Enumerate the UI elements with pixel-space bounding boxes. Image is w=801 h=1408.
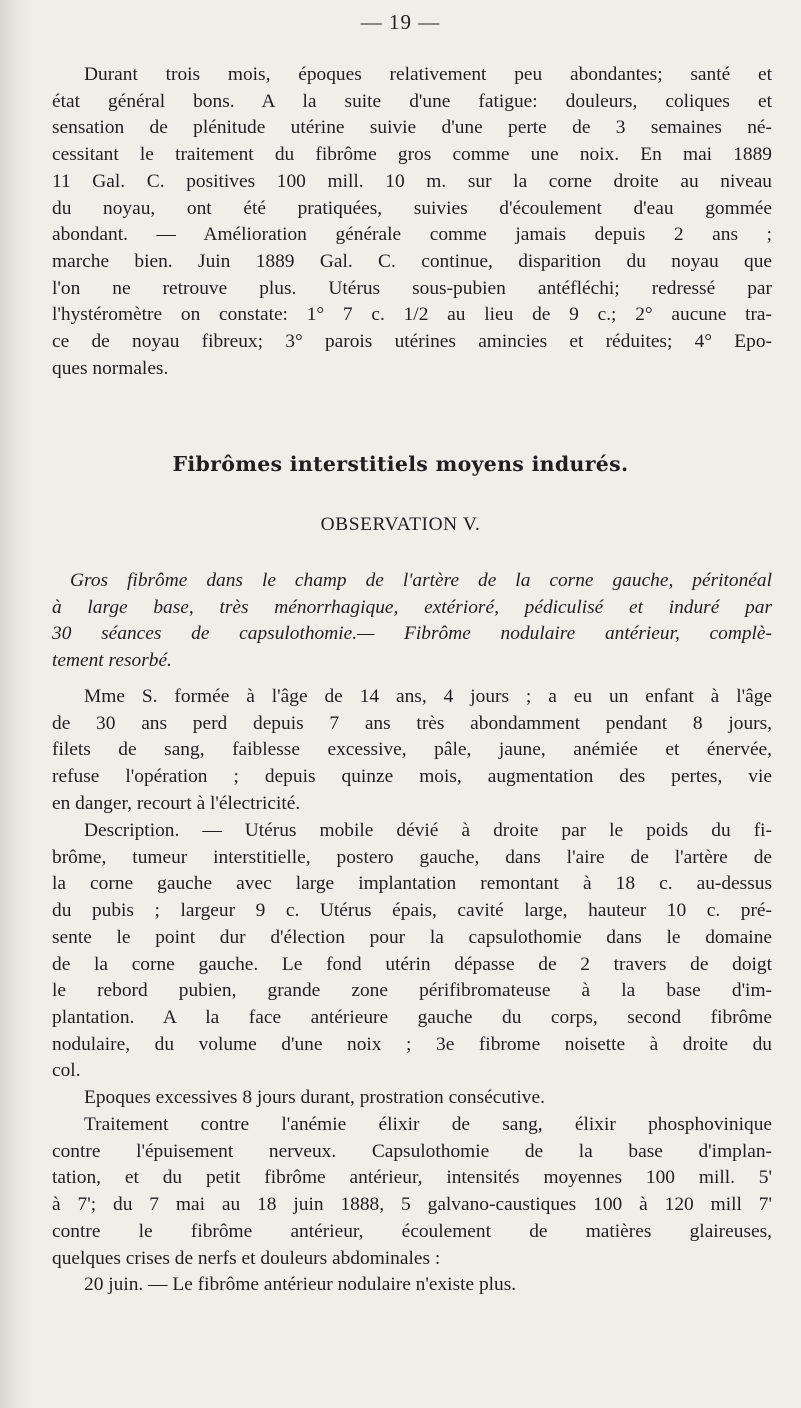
- text-line: de 30 ans perd depuis 7 ans très abondamment pendant 8 jours,: [52, 712, 772, 734]
- text-line: tement resorbé.: [52, 650, 172, 672]
- text-line: sente le point dur d'élection pour la capsulothomie dans le domaine: [52, 926, 772, 948]
- text-line: Mme S. formée à l'âge de 14 ans, 4 jours ; a eu un enfant à l'âge: [84, 686, 772, 707]
- text-line: Durant trois mois, époques relativement peu abondantes; santé et: [84, 64, 772, 85]
- text-line: à large base, très ménorrhagique, extérioré, pédiculisé et induré par: [52, 596, 772, 618]
- text-line: contre l'épuisement nerveux. Capsulothomie de la base d'implan-: [52, 1140, 772, 1162]
- paragraph-lines: [52, 1085, 772, 1112]
- paragraph-epoques: [52, 1085, 772, 1112]
- text-line: le rebord pubien, grande zone périfibromateuse à la base d'im-: [52, 980, 772, 1002]
- text-line: en danger, recourt à l'électricité.: [52, 792, 301, 814]
- text-line: quelques crises de nerfs et douleurs abdominales :: [52, 1247, 441, 1269]
- text-line: du noyau, ont été pratiquées, suivies d'écoulement d'eau gommée: [52, 197, 772, 219]
- text-line: 11 Gal. C. positives 100 mill. 10 m. sur la corne droite au niveau: [52, 170, 772, 192]
- page-edge-shadow: [0, 0, 34, 1408]
- text-line: cessitant le traitement du fibrôme gros comme une noix. En mai 1889: [52, 144, 772, 166]
- text-line: de la corne gauche. Le fond utérin dépasse de 2 travers de doigt: [52, 953, 772, 975]
- paragraph-patient-history: [52, 684, 772, 818]
- page-number: — 19 —: [360, 10, 441, 34]
- text-line: filets de sang, faiblesse excessive, pâle, jaune, anémiée et énervée,: [52, 739, 772, 761]
- text-line: 20 juin. — Le fibrôme antérieur nodulaire n'existe plus.: [84, 1274, 517, 1296]
- text-line: Epoques excessives 8 jours durant, prostration consécutive.: [84, 1087, 545, 1108]
- paragraph-lines: [52, 62, 772, 382]
- text-line: brôme, tumeur interstitielle, postero gauche, dans l'aire de l'artère de: [52, 846, 772, 868]
- text-line: plantation. A la face antérieure gauche du corps, second fibrôme: [52, 1006, 772, 1028]
- text-line: ce de noyau fibreux; 3° parois utérines amincies et réduites; 4° Epo-: [52, 331, 772, 353]
- paragraph-lines: [52, 684, 772, 818]
- text-line: état général bons. A la suite d'une fatigue: douleurs, coliques et: [52, 90, 772, 112]
- text-line: Traitement contre l'anémie élixir de sang, élixir phosphovinique: [84, 1114, 772, 1135]
- observation-title: OBSERVATION V.: [320, 514, 481, 535]
- paragraph-treatment: [52, 1112, 772, 1299]
- text-line: contre le fibrôme antérieur, écoulement de matières glaireuses,: [52, 1220, 772, 1242]
- text-line: marche bien. Juin 1889 Gal. C. continue, disparition du noyau que: [52, 250, 772, 272]
- text-line: ques normales.: [52, 357, 169, 379]
- text-line: nodulaire, du volume d'une noix ; 3e fibrome noisette à droite du: [52, 1033, 772, 1055]
- text-line: l'hystéromètre on constate: 1° 7 c. 1/2 au lieu de 9 c.; 2° aucune tra-: [52, 304, 772, 326]
- observation-summary: [52, 568, 772, 675]
- paragraph-intro: [52, 62, 772, 382]
- text-line: du pubis ; largeur 9 c. Utérus épais, cavité large, hauteur 10 c. pré-: [52, 900, 772, 922]
- text-line: refuse l'opération ; depuis quinze mois, augmentation des pertes, vie: [52, 766, 772, 788]
- paragraph-lines: [52, 568, 772, 675]
- paragraph-description: [52, 818, 772, 1085]
- paragraph-lines: [52, 818, 772, 1085]
- section-heading: Fibrômes interstitiels moyens indurés.: [172, 452, 629, 476]
- text-line: abondant. — Amélioration générale comme jamais depuis 2 ans ;: [52, 224, 772, 246]
- text-line: l'on ne retrouve plus. Utérus sous-pubien antéfléchi; redressé par: [52, 277, 772, 299]
- text-line: à 7'; du 7 mai au 18 juin 1888, 5 galvano-caustiques 100 à 120 mill 7': [52, 1194, 772, 1216]
- text-line: 30 séances de capsulothomie.— Fibrôme nodulaire antérieur, complè-: [52, 623, 772, 645]
- text-line: Description. — Utérus mobile dévié à droite par le poids du fi-: [84, 820, 772, 841]
- text-line: sensation de plénitude utérine suivie d'une perte de 3 semaines né-: [52, 117, 772, 139]
- text-line: col.: [52, 1060, 81, 1082]
- text-line: tation, et du petit fibrôme antérieur, intensités moyennes 100 mill. 5': [52, 1167, 772, 1189]
- paragraph-lines: [52, 1112, 772, 1299]
- text-line: Gros fibrôme dans le champ de l'artère de la corne gauche, péritonéal: [70, 570, 772, 591]
- text-line: la corne gauche avec large implantation remontant à 18 c. au-dessus: [52, 873, 772, 895]
